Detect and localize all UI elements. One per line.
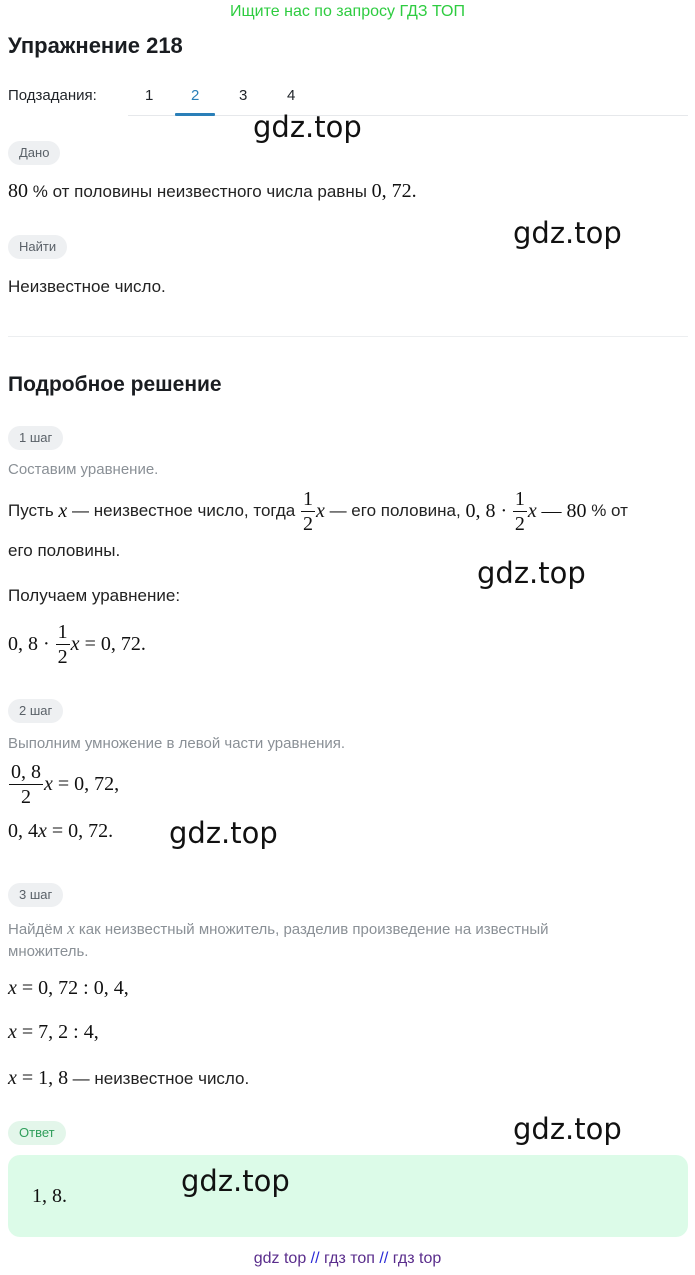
find-text: Неизвестное число. (8, 277, 166, 296)
watermark-3: gdz.top (477, 556, 586, 590)
step1-var-3: x (527, 499, 537, 522)
tab-subtask-4[interactable]: 4 (287, 87, 296, 104)
step1-half-den: 2 (302, 512, 313, 535)
step2-eq2-rhs: = 0, 72. (51, 820, 114, 842)
step1-eq-den: 2 (57, 645, 68, 668)
step1-coef: 0, 8 · (465, 499, 508, 522)
top-banner[interactable]: Ищите нас по запросу ГДЗ ТОП (230, 3, 465, 20)
footer-sep-1: // (310, 1250, 320, 1267)
section-divider (8, 336, 688, 337)
step1-half-fraction (301, 489, 315, 534)
step2-frac-num: 0, 8 (11, 760, 41, 783)
find-pill: Найти (8, 235, 67, 259)
step3-hint-a: Найдём (8, 921, 63, 938)
tab-subtask-2[interactable]: 2 (191, 87, 200, 104)
answer-pill: Ответ (8, 1121, 66, 1145)
step1-half-num: 1 (302, 487, 313, 510)
step2-eq2-var: x (38, 820, 47, 842)
step3-hint-c: множитель. (8, 943, 89, 960)
step2-equation-1 (8, 757, 119, 811)
step1-eq-fraction (56, 622, 70, 667)
step1-half-text: — его половина, (329, 501, 461, 520)
step1-half-den-2: 2 (514, 512, 525, 535)
step3-eq1: = 0, 72 : 0, 4, (21, 977, 129, 999)
answer-value: 1, 8. (32, 1185, 67, 1207)
watermark-4: gdz.top (169, 816, 278, 850)
step1-pct-tail: — 80 (541, 499, 587, 522)
step3-eq2-var: x (8, 1021, 17, 1043)
step1-line2: его половины. (8, 541, 121, 560)
given-percent-value: 80 (8, 180, 28, 202)
watermark-2: gdz.top (513, 216, 622, 250)
step1-pct-tail2: % от (591, 501, 628, 520)
step2-eq1-rhs: = 0, 72, (57, 772, 120, 795)
step1-equation (8, 618, 146, 670)
step1-var: x (58, 499, 68, 522)
step1-eq-num: 1 (57, 620, 68, 643)
step1-line1 (8, 484, 628, 538)
watermark-1: gdz.top (253, 110, 362, 144)
step3-hint-var: x (67, 919, 75, 938)
step2-fraction (9, 762, 43, 807)
solution-title: Подробное решение (8, 373, 222, 396)
page-title: Упражнение 218 (8, 33, 183, 58)
given-percent-text: % от половины неизвестного числа равны (32, 182, 367, 201)
step3-equation-3 (8, 1067, 249, 1090)
footer-link-3[interactable]: гдз top (392, 1250, 442, 1267)
tab-subtask-1[interactable]: 1 (145, 87, 154, 104)
step1-eq-var: x (70, 632, 80, 655)
step3-pill: 3 шаг (8, 883, 63, 907)
step2-hint: Выполним умножение в левой части уравнения. (8, 735, 346, 752)
step3-hint-b: как неизвестный множитель, разделив произведение на известный (78, 921, 549, 938)
footer-link-1[interactable]: gdz top (253, 1250, 307, 1267)
step1-half-num-2: 1 (514, 487, 525, 510)
watermark-5: gdz.top (513, 1112, 622, 1146)
step2-frac-den: 2 (21, 785, 31, 808)
step3-eq3-text: — неизвестное число. (72, 1069, 250, 1088)
given-pill: Дано (8, 141, 60, 165)
given-value: 0, 72. (371, 180, 417, 202)
step3-equation-2 (8, 1021, 99, 1044)
step3-hint (8, 919, 549, 939)
step2-pill: 2 шаг (8, 699, 63, 723)
step1-eq-rhs: = 0, 72. (84, 632, 146, 655)
step1-hint: Составим уравнение. (8, 461, 159, 478)
step3-equation-1 (8, 977, 129, 1000)
step1-half-fraction-2 (513, 489, 527, 534)
step2-eq2-lhs: 0, 4 (8, 820, 38, 842)
watermark-6: gdz.top (181, 1164, 290, 1198)
step3-eq3-var: x (8, 1067, 17, 1089)
active-tab-indicator (175, 113, 215, 116)
footer-sep-2: // (379, 1250, 389, 1267)
tab-subtask-3[interactable]: 3 (239, 87, 248, 104)
step1-var-2: x (315, 499, 325, 522)
subtasks-label: Подзадания: (8, 87, 97, 104)
step3-eq2: = 7, 2 : 4, (21, 1021, 99, 1043)
footer-link-2[interactable]: гдз топ (324, 1250, 375, 1267)
step3-eq1-var: x (8, 977, 17, 999)
step1-let: Пусть (8, 501, 54, 520)
given-text (8, 180, 417, 203)
step1-eq-coef: 0, 8 · (8, 632, 50, 655)
step1-pill: 1 шаг (8, 426, 63, 450)
footer-links (0, 1250, 695, 1268)
step1-dash-text: — неизвестное число, тогда (72, 501, 296, 520)
step3-eq3: = 1, 8 (21, 1067, 69, 1089)
step2-var: x (44, 772, 53, 795)
answer-box (8, 1155, 688, 1237)
step1-get-eq: Получаем уравнение: (8, 586, 181, 605)
step2-equation-2 (8, 820, 113, 843)
